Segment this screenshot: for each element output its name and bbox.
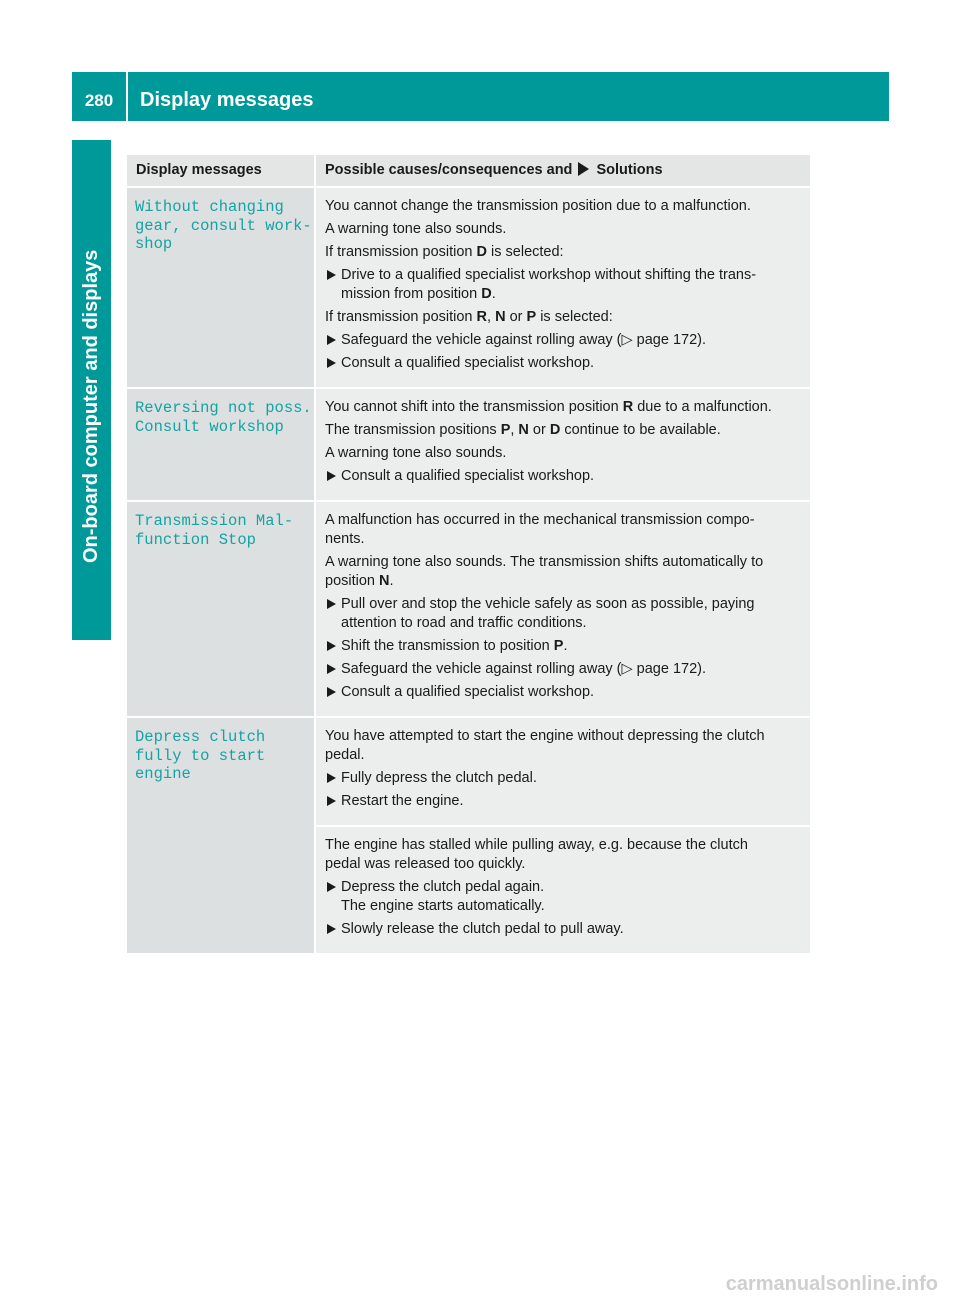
solution-cell [314, 188, 810, 387]
text-line: If transmission position D is selected: [325, 244, 564, 260]
text-line: Consult a qualified specialist workshop. [341, 355, 595, 371]
solution-arrow-icon [578, 162, 589, 176]
column-header-solutions-suffix: Solutions [596, 162, 663, 178]
solution-block [316, 825, 810, 953]
text-line: If transmission position R, N or P is selected: [325, 309, 613, 325]
column-header-messages: Display messages [136, 162, 262, 178]
text-line: You cannot change the transmission position due to a malfunction. [325, 198, 751, 214]
text-line: You cannot shift into the transmission position R due to a malfunction. [325, 399, 772, 415]
section-side-title: On-board computer and displays [80, 249, 102, 563]
description-text [325, 444, 806, 463]
text-line: Safeguard the vehicle against rolling away (▷ page 172). [341, 661, 707, 677]
description-text [325, 553, 806, 591]
text-line: Slowly release the clutch pedal to pull away. [341, 921, 624, 937]
action-step [325, 792, 806, 811]
table-header [127, 155, 810, 188]
text-line: Fully depress the clutch pedal. [341, 770, 537, 786]
text-line: A warning tone also sounds. The transmission shifts automatically to [325, 554, 764, 570]
text-line: Consult a qualified specialist workshop. [341, 684, 595, 700]
text-line-continued: pedal was released too quickly. [325, 856, 526, 872]
text-line-continued: mission from position D. [341, 286, 496, 302]
description-text [325, 243, 806, 262]
text-line: Restart the engine. [341, 793, 464, 809]
text-line: Shift the transmission to position P. [341, 638, 568, 654]
action-step [325, 878, 806, 916]
text-line: Pull over and stop the vehicle safely as soon as possible, paying [341, 596, 755, 612]
text-line: Depress the clutch pedal again. [341, 879, 545, 895]
table-row [127, 502, 810, 718]
message-cell [127, 718, 314, 953]
description-text [325, 727, 806, 765]
text-line: A malfunction has occurred in the mechanical transmission compo‐ [325, 512, 755, 528]
description-text [325, 511, 806, 549]
text-line: Drive to a qualified specialist workshop without shifting the trans‐ [341, 267, 757, 283]
solution-block [316, 188, 810, 387]
display-messages-table [127, 155, 810, 955]
display-message-text: Transmission Mal‐ function Stop [135, 512, 294, 549]
action-step [325, 266, 806, 304]
description-text [325, 398, 806, 417]
display-message-text: Reversing not poss. Consult workshop [135, 399, 312, 436]
text-line-continued: attention to road and traffic conditions. [341, 615, 587, 631]
message-cell [127, 188, 314, 387]
text-line-continued: The engine starts automatically. [341, 898, 545, 914]
table-body [127, 188, 810, 955]
description-text [325, 836, 806, 874]
action-step [325, 595, 806, 633]
solution-cell [314, 718, 810, 953]
action-step [325, 683, 806, 702]
action-step [325, 354, 806, 373]
action-step [325, 331, 806, 350]
action-step [325, 637, 806, 656]
table-row [127, 718, 810, 955]
text-line: Consult a qualified specialist workshop. [341, 468, 595, 484]
text-line-continued: nents. [325, 531, 365, 547]
description-text [325, 197, 806, 216]
solution-cell [314, 389, 810, 500]
display-message-text: Depress clutch fully to start engine [135, 728, 266, 783]
table-row [127, 188, 810, 389]
solution-block [316, 389, 810, 500]
page-number: 280 [84, 91, 114, 110]
header-divider [126, 72, 128, 121]
table-row [127, 389, 810, 502]
text-line: A warning tone also sounds. [325, 221, 507, 237]
text-line-continued: pedal. [325, 747, 365, 763]
description-text [325, 308, 806, 327]
text-line: A warning tone also sounds. [325, 445, 507, 461]
text-line: The engine has stalled while pulling away, e.g. because the clutch [325, 837, 748, 853]
description-text [325, 220, 806, 239]
column-header-solutions-text: Possible causes/consequences and [325, 162, 573, 178]
action-step [325, 660, 806, 679]
text-line: Safeguard the vehicle against rolling away (▷ page 172). [341, 332, 707, 348]
solution-cell [314, 502, 810, 716]
solution-block [316, 502, 810, 716]
action-step [325, 467, 806, 486]
text-line-continued: position N. [325, 573, 394, 589]
watermark: carmanualsonline.info [725, 1273, 938, 1295]
action-step [325, 769, 806, 788]
page-title: Display messages [140, 89, 314, 111]
solution-block [316, 718, 810, 825]
description-text [325, 421, 806, 440]
display-message-text: Without changing gear, consult work‐ shop [135, 198, 312, 253]
column-header-solutions [314, 155, 810, 186]
action-step [325, 920, 806, 939]
message-cell [127, 502, 314, 716]
message-cell [127, 389, 314, 500]
text-line: You have attempted to start the engine without depressing the clutch [325, 728, 765, 744]
text-line: The transmission positions P, N or D continue to be available. [325, 422, 721, 438]
